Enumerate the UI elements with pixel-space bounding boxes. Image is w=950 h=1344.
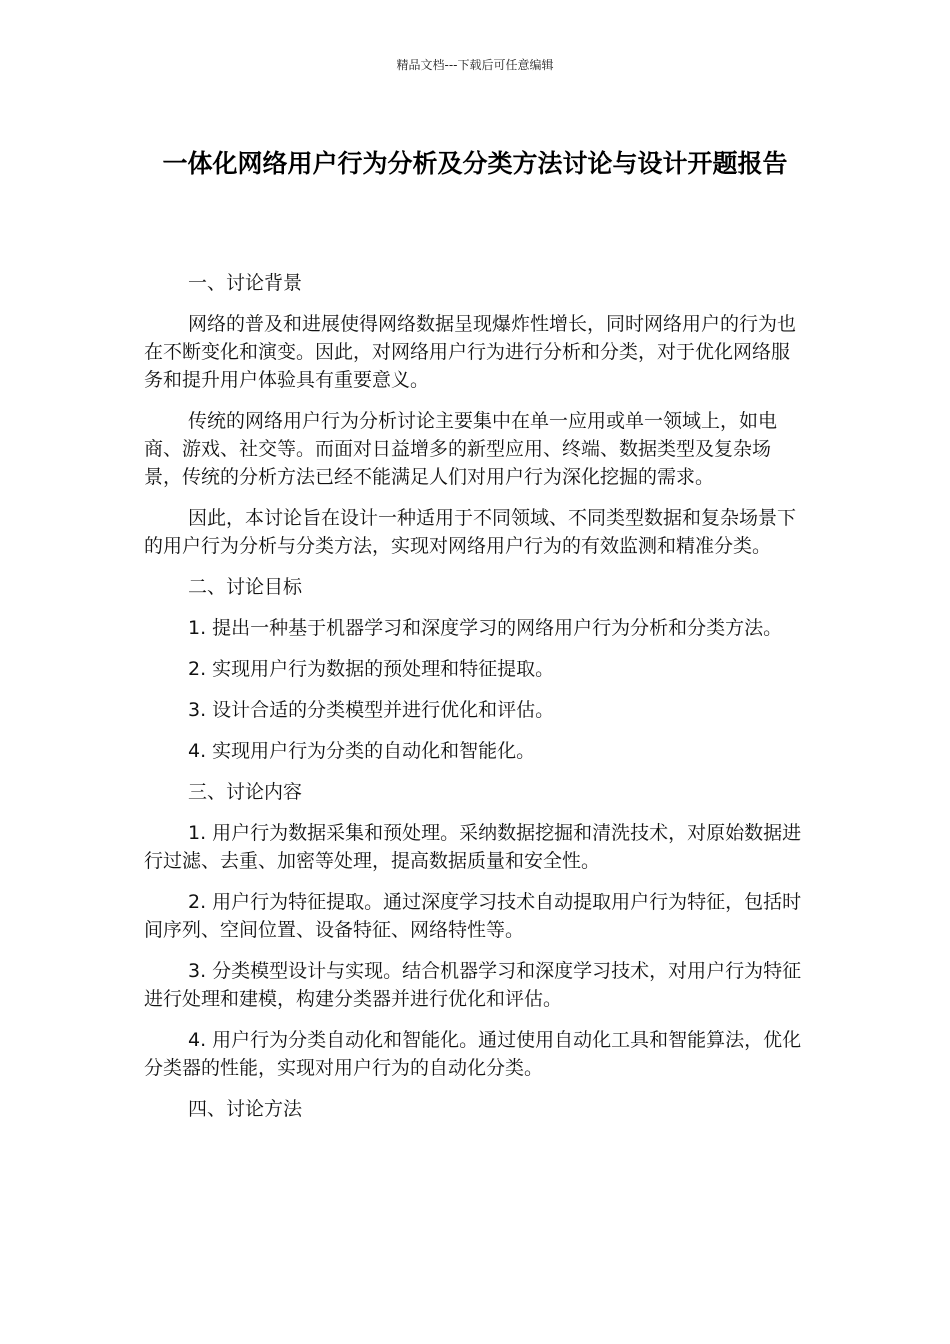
section-heading: 二、讨论目标 <box>188 576 303 598</box>
list-item: 2. 用户行为特征提取。通过深度学习技术自动提取用户行为特征，包括时间序列、空间位置、设备特征、网络特性等。 <box>144 891 802 941</box>
section-goals <box>144 573 808 765</box>
paragraph: 传统的网络用户行为分析讨论主要集中在单一应用或单一领域上，如电商、游戏、社交等。而面对日益增多的新型应用、终端、数据类型及复杂场景，传统的分析方法已经不能满足人们对用户行为深化挖掘的需求。 <box>144 410 778 488</box>
header-note: 精品文档---下载后可任意编辑 <box>396 58 554 72</box>
list-item: 3. 分类模型设计与实现。结合机器学习和深度学习技术，对用户行为特征进行处理和建模，构建分类器并进行优化和评估。 <box>144 960 802 1010</box>
document-body <box>144 269 808 1136</box>
section-heading: 三、讨论内容 <box>188 781 303 803</box>
section-heading: 四、讨论方法 <box>188 1098 303 1120</box>
paragraph: 网络的普及和进展使得网络数据呈现爆炸性增长，同时网络用户的行为也在不断变化和演变。因此，对网络用户行为进行分析和分类，对于优化网络服务和提升用户体验具有重要意义。 <box>144 313 797 391</box>
section-method <box>144 1095 808 1123</box>
list-item: 4. 用户行为分类自动化和智能化。通过使用自动化工具和智能算法，优化分类器的性能，实现对用户行为的自动化分类。 <box>144 1029 802 1079</box>
paragraph: 因此，本讨论旨在设计一种适用于不同领域、不同类型数据和复杂场景下的用户行为分析与分类方法，实现对网络用户行为的有效监测和精准分类。 <box>144 507 797 557</box>
list-item: 1. 用户行为数据采集和预处理。采纳数据挖掘和清洗技术，对原始数据进行过滤、去重、加密等处理，提高数据质量和安全性。 <box>144 822 802 872</box>
list-item: 2. 实现用户行为数据的预处理和特征提取。 <box>188 658 555 680</box>
list-item: 3. 设计合适的分类模型并进行优化和评估。 <box>188 699 555 721</box>
section-heading: 一、讨论背景 <box>188 272 303 294</box>
list-item: 1. 提出一种基于机器学习和深度学习的网络用户行为分析和分类方法。 <box>188 617 783 639</box>
document-title: 一体化网络用户行为分析及分类方法讨论与设计开题报告 <box>162 149 788 178</box>
section-background <box>144 269 808 560</box>
list-item: 4. 实现用户行为分类的自动化和智能化。 <box>188 740 536 762</box>
section-content <box>144 778 808 1082</box>
